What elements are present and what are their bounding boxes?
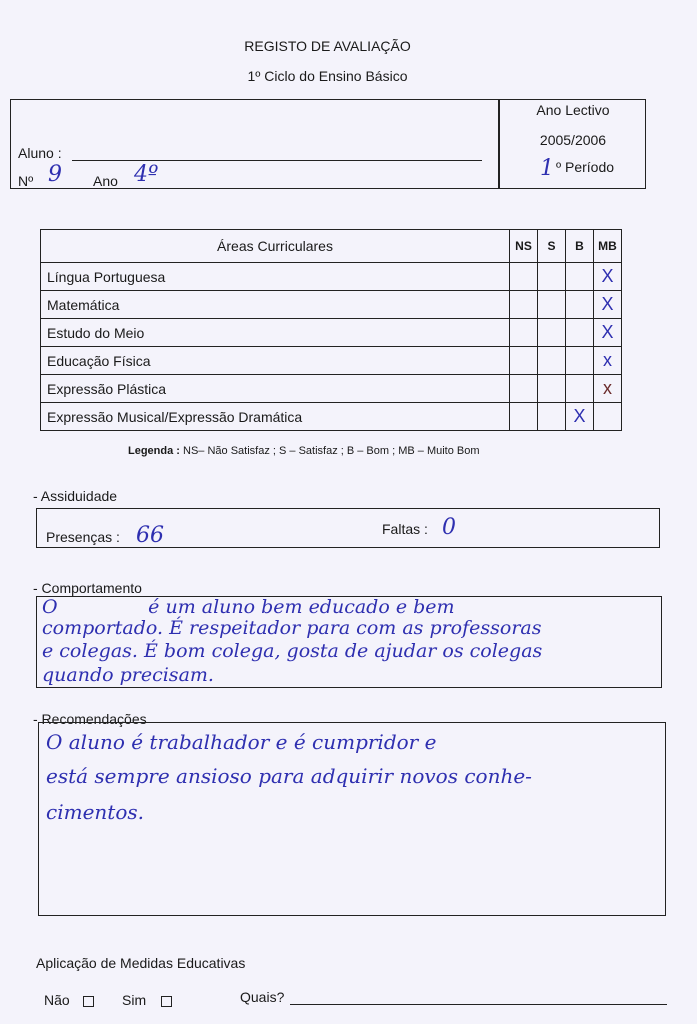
assiduidade-box <box>36 508 660 548</box>
legend-prefix: Legenda : <box>128 445 180 457</box>
assiduidade-label: - Assiduidade <box>33 488 118 504</box>
area-name: Expressão Plástica <box>41 375 510 403</box>
mark-s <box>538 291 566 319</box>
mark-ns <box>510 375 538 403</box>
nao-label: Não <box>44 992 70 1008</box>
mark-mb: X <box>594 291 622 319</box>
mark-b <box>566 263 594 291</box>
mark-ns <box>510 263 538 291</box>
ano-lectivo-value: 2005/2006 <box>539 132 607 148</box>
recomendacoes-label: - Recomendações <box>33 711 147 727</box>
sim-label: Sim <box>122 992 147 1008</box>
mark-s <box>538 263 566 291</box>
mark-b <box>566 347 594 375</box>
table-row <box>41 375 622 403</box>
periodo-value: 1 <box>540 156 554 181</box>
mark-b <box>566 375 594 403</box>
comportamento-line: comportado. É respeitador para com as professoras <box>42 617 542 639</box>
area-name: Expressão Musical/Expressão Dramática <box>41 403 510 431</box>
periodo-label: º Período <box>556 159 615 175</box>
numero-value: 9 <box>48 162 62 187</box>
sim-checkbox[interactable] <box>161 996 172 1007</box>
table-row <box>41 403 622 431</box>
grades-header-row <box>41 230 622 263</box>
table-row <box>41 319 622 347</box>
comportamento-line: O é um aluno bem educado e bem <box>42 596 455 618</box>
presencas-label: Presenças : <box>46 529 120 545</box>
mark-mb: X <box>594 263 622 291</box>
mark-ns <box>510 403 538 431</box>
table-row <box>41 291 622 319</box>
mark-mb: x <box>594 347 622 375</box>
numero-label: Nº <box>18 173 34 189</box>
form-title: REGISTO DE AVALIAÇÃO <box>244 38 411 54</box>
faltas-label: Faltas : <box>382 521 428 537</box>
ano-lectivo-label: Ano Lectivo <box>536 102 610 118</box>
mark-s <box>538 347 566 375</box>
mark-ns <box>510 319 538 347</box>
recomendacoes-line: O aluno é trabalhador e é cumpridor e <box>46 730 437 754</box>
mark-ns <box>510 291 538 319</box>
grades-table <box>40 229 622 431</box>
recomendacoes-line: está sempre ansioso para adquirir novos conhe- <box>46 764 532 788</box>
table-row <box>41 347 622 375</box>
comportamento-line: quando precisam. <box>42 664 214 686</box>
comportamento-label: - Comportamento <box>33 580 142 596</box>
medidas-label: Aplicação de Medidas Educativas <box>36 955 246 971</box>
area-name: Língua Portuguesa <box>41 263 510 291</box>
ano-label: Ano <box>93 173 118 189</box>
areas-header: Áreas Curriculares <box>41 230 510 263</box>
area-name: Educação Física <box>41 347 510 375</box>
quais-label: Quais? <box>240 989 285 1005</box>
mark-s <box>538 375 566 403</box>
presencas-value: 66 <box>136 523 164 548</box>
aluno-line <box>72 160 482 161</box>
mark-mb: x <box>594 375 622 403</box>
nao-checkbox[interactable] <box>83 996 94 1007</box>
mark-s <box>538 319 566 347</box>
recomendacoes-line: cimentos. <box>46 800 144 824</box>
aluno-label: Aluno : <box>18 145 62 161</box>
grades-legend <box>128 445 480 457</box>
ano-value: 4º <box>134 162 159 187</box>
mark-s <box>538 403 566 431</box>
col-s: S <box>538 230 566 263</box>
quais-line[interactable] <box>290 1004 667 1005</box>
comportamento-line: e colegas. É bom colega, gosta de ajudar os colegas <box>42 640 543 662</box>
mark-b <box>566 291 594 319</box>
mark-mb <box>594 403 622 431</box>
col-b: B <box>566 230 594 263</box>
form-subtitle: 1º Ciclo do Ensino Básico <box>247 68 408 84</box>
area-name: Matemática <box>41 291 510 319</box>
col-ns: NS <box>510 230 538 263</box>
legend-text: NS– Não Satisfaz ; S – Satisfaz ; B – Bom ; MB – Muito Bom <box>183 445 480 457</box>
mark-b <box>566 319 594 347</box>
faltas-value: 0 <box>442 515 456 540</box>
area-name: Estudo do Meio <box>41 319 510 347</box>
mark-mb: X <box>594 319 622 347</box>
col-mb: MB <box>594 230 622 263</box>
mark-b: X <box>566 403 594 431</box>
table-row <box>41 263 622 291</box>
mark-ns <box>510 347 538 375</box>
